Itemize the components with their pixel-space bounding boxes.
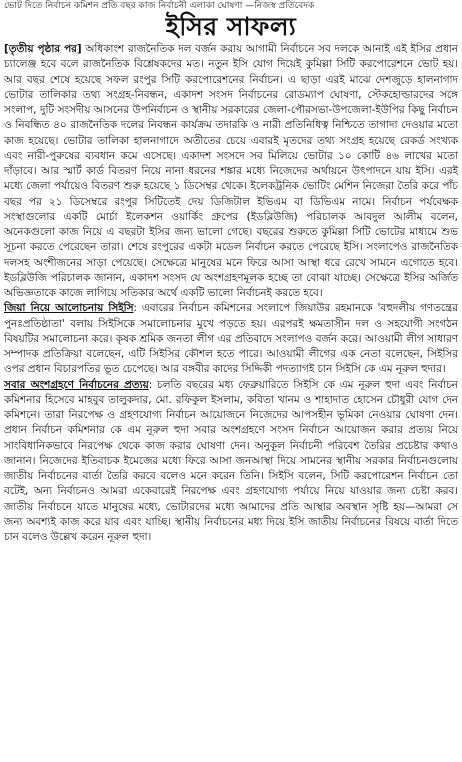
paragraph-zia	[4, 301, 458, 377]
paragraph-text: : চলতি বছরের মধ্য ফেব্রুয়ারিতে সিইসি কে এম নূরুল হুদা এবং নির্বাচন কমিশনার হিসেবে মাহবুব তালুকদার, মো. রফিকুল ইসলাম, কবিতা খানম ও শাহাদাত হোসেন চৌধুরী যোগ দেন কমিশনে। তারা নিরপেক্ষ ও গ্রহণযোগ্য নির্বাচন আয়োজনে নিজেদের আপসহীন ভূমিকা নেওয়ার ঘোষণা দেন। প্রধান নির্বাচন কমিশনার কে এম নূরুল হুদা সবার অংশগ্রহণে সংসদ নির্বাচন আয়োজন করার প্রত্যয় নিয়ে সাংবিধানিকভাবে নিরপেক্ষ থেকে কাজ করার ঘোষণা দেন। অনুকূল নির্বাচনী পরিবেশ তৈরির প্রচেষ্টার কথাও জানান। নিজেদের ইতিবাচক ইমেজের মধ্যে ফিরে আসা জনআস্থা দিয়ে সামনের স্থানীয় সরকার নির্বাচনগুলোয় জাতীয় নির্বাচনের বার্তা তৈরি করবে বলেও মনে করেন তিনি। সিইসি বলেন, সিটি করপোরেশন নির্বাচন তো বটেই, অন্য নির্বাচনও আমরা একেবারেই নিরপেক্ষ এবং গ্রহণযোগ্য পর্যায়ে নিয়ে যাওয়ার জন্য চেষ্টা করব। জাতীয় নির্বাচনে যাতে মানুষের মধ্যে, ভোটারদের মধ্যে আমাদের প্রতি আস্থার অবস্থান সৃষ্টি হয়—আমরা সে জন্য অবশ্যই কাজ করে যাব এবং যাচ্ছি। স্থানীয় নির্বাচনের মধ্য দিয়ে ইসি জাতীয় নির্বাচনের বিষয়ে বার্তা দিতে চান বলেও উল্লেখ করেন নূরুল হুদা।	[4, 378, 459, 543]
continuation-tag: [তৃতীয় পৃষ্ঠার পর]	[4, 43, 82, 55]
subheading-participation: সবার অংশগ্রহণে নির্বাচনের প্রত্যয়	[4, 378, 149, 391]
article-body	[4, 42, 458, 545]
paragraph-continuation	[4, 42, 458, 301]
headline: ইসির সাফল্য	[165, 12, 297, 41]
paragraph-text: : এবারের নির্বাচন কমিশনের সংলাপে জিয়াউর রহমানকে 'বহুদলীয় গণতন্ত্রের পুনঃপ্রতিষ্ঠাতা' বলায় সিইসিকে সমালোচনার মুখে পড়তে হয়। এরপরই ক্ষমতাসীন দল ও সহযোগী সংগঠন বিষয়টির সমালোচনা করে। কৃষক শ্রমিক জনতা লীগ এর প্রতিবাদে সংলাপও বর্জন করে। আওয়ামী লীগ সাধারণ সম্পাদক প্রতিক্রিয়া বলেছেন, এটি সিইসির কৌশল হতে পারে। আওয়ামী লীগের এক নেতা বলেছেন, সিইসির ওপর প্রধান বিচারপতির ভূত চেপেছে। আর বঙ্গবীর কাদের সিদ্দিকী পদত্যাগই চান সিইসি কে এম নূরুল হুদার।	[4, 302, 458, 376]
paragraph-participation	[4, 378, 458, 546]
top-strip-text: ভোট দিতে নির্বাচন কমিশন প্রতি বছর কাজ নির্বাচনী এলাকা ঘোষণা —নিজস্ব প্রতিবেদক	[4, 1, 315, 11]
subheading-zia: জিয়া নিয়ে আলোচনায় সিইসি	[4, 302, 134, 315]
paragraph-text: অধিকাংশ রাজনৈতিক দল বর্জন করায় আগামী নির্বাচনে সব দলকে আনাই এই ইসির প্রধান চ্যালেঞ্জ হবে বলে রাজনৈতিক বিশ্লেষকদের মত। নতুন ইসি যোগ দিয়েই কুমিল্লা সিটি করপোরেশনে ভোট হয়। আর বছর শেষে হয়েছে সফল রংপুর সিটি করপোরেশনের নির্বাচন। এ ছাড়া এরই মাঝে দেশজুড়ে হালনাগাদ ভোটার তালিকার তথ্য সংগ্রহ-নিবন্ধন, একাদশ সংসদ নির্বাচনের রোডম্যাপ ঘোষণা, স্টেকহোল্ডারদের সঙ্গে সংলাপ, দুটি সংসদীয় আসনের উপনির্বাচন ও স্থানীয় সরকারের জেলা-পৌরসভা-উপজেলা-ইউপির কিছু নির্বাচন ও নিবন্ধিত ৪০ রাজনৈতিক দলের নিবন্ধন কার্যক্রম তদারকি ও নারী প্রতিনিধিত্ব নিশ্চিতে তাগাদা দেওয়ার মতো কাজ হয়েছে। ভোটার তালিকা হালনাগাদে অতীতের চেয়ে এবারই মৃতদের তথ্য সংগ্রহ হয়েছে রেকর্ড সংখ্যক এবং নারী-পুরুষের ব্যবধান কমে এসেছে। একাদশ সংসদে সব মিলিয়ে ভোটার ১০ কোটি ৪৬ লাখের মতো দাঁড়াবে। আর স্মার্ট কার্ড বিতরণ নিয়ে নানা ধরনের শঙ্কার মধ্যে নিজেদের অর্থায়নে উৎপাদনে যায় ইসি। এরই মধ্যে জেলা পর্যায়েও বিতরণ শুরু হয়েছে ১ ডিসেম্বর থেকে। ইলেকট্রনিক ভোটিং মেশিন নিজেরা তৈরি করে পাঁচ বছর পর ২১ ডিসেম্বরে রংপুর সিটিতেই দেয় ডিজিটাল ইভিএম বা ডিভিএম নামে। নির্বাচন পর্যবেক্ষক সংস্থাগুলোর একটি মোর্চা ইলেকশন ওয়ার্কিং গ্রুপের (ইডব্লিউজি) পরিচালক আবদুল আলীম বলেন, অনেকগুলো কাজ নিয়ে এ বছরটা ইসির জন্য ভালো গেছে। বছরের শুরুতে কুমিল্লা সিটি ভোটের মাধ্যমে শুভ সূচনা করতে পেরেছেন তারা। শেষে রংপুরের একটা মডেল নির্বাচন করতে পেরেছে ইসি। সংলাপেও রাজনৈতিক দলসহ অংশীজনের সাড়া পেয়েছে। সেক্ষেত্রে মানুষের মনে ফিরে আসা আস্থা ধরে রেখে সামনে এগোতে হবে। ইডব্লিউজি পরিচালক জানান, একাদশ সংসদ যে অংশগ্রহণমূলক হচ্ছে তা বোঝা যাচ্ছে। সেক্ষেত্রে ইসির অর্জিত অভিজ্ঞতাকে কাজে লাগিয়ে সতিকার অর্থে একটি ভালো নির্বাচনই করতে হবে।	[4, 43, 458, 299]
